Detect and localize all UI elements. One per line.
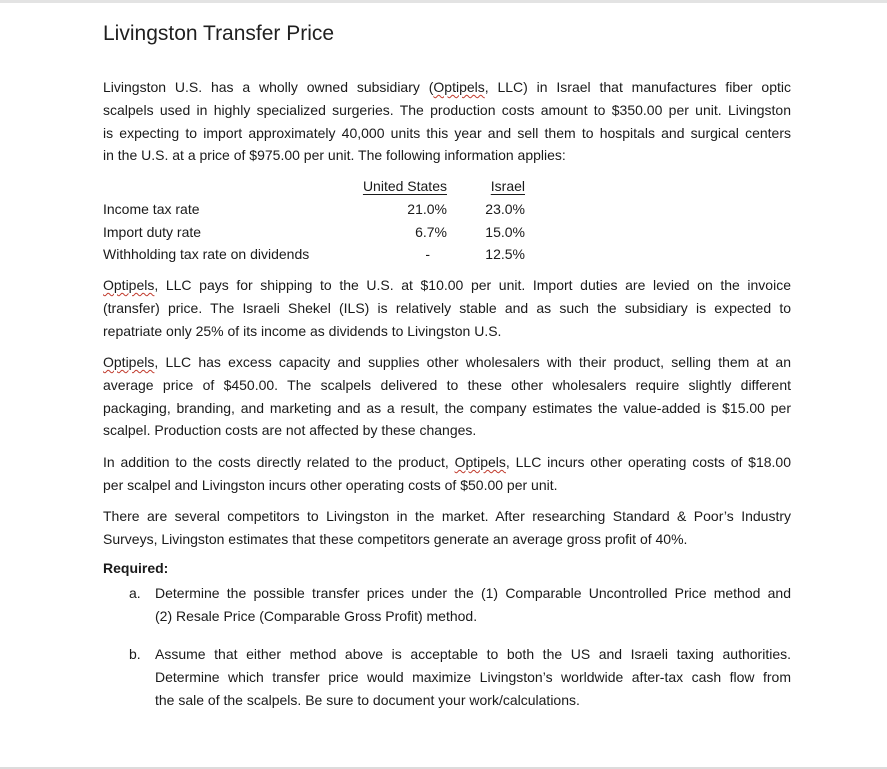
paragraph-line: packaging, branding, and marketing and as a result, the company estimates the value-added is $15.00 per xyxy=(103,399,791,416)
spellcheck-word[interactable]: Optipels xyxy=(103,277,155,293)
text-run: , LLC) in Israel that manufactures fiber optic xyxy=(484,79,792,95)
page-title: Livingston Transfer Price xyxy=(103,22,335,45)
text-run: Livingston U.S. has a wholly owned subsidiary ( xyxy=(103,79,434,95)
capacity-paragraph xyxy=(103,351,791,442)
text-run: In addition to the costs directly related to the product, xyxy=(103,454,455,470)
israel-value: 23.0% xyxy=(485,200,525,217)
table-row xyxy=(103,198,533,221)
page-top-border xyxy=(0,0,887,3)
paragraph-line: (2) Resale Price (Comparable Gross Profit) method. xyxy=(155,607,478,624)
paragraph-line: Determine the possible transfer prices under the (1) Comparable Uncontrolled Price method and xyxy=(155,585,791,601)
table-row xyxy=(103,221,533,244)
paragraph-line: per scalpel and Livingston incurs other operating costs of $50.00 per unit. xyxy=(103,476,558,493)
paragraph-line: average price of $450.00. The scalpels delivered to these other wholesalers require slightly different xyxy=(103,376,791,393)
text-run: , LLC has excess capacity and supplies other wholesalers with their product, selling them at an xyxy=(154,354,791,370)
paragraph-line xyxy=(103,76,791,99)
paragraph-line: is expecting to import approximately 40,000 units this year and sell them to hospitals and surgical centers xyxy=(103,124,791,141)
israel-value: 15.0% xyxy=(485,223,525,240)
list-marker: a. xyxy=(129,585,141,601)
text-run: , LLC pays for shipping to the U.S. at $10.00 per unit. Import duties are levied on the invoice xyxy=(154,277,791,293)
shipping-paragraph xyxy=(103,274,791,342)
column-header-israel: Israel xyxy=(490,178,525,194)
paragraph-line: the sale of the scalpels. Be sure to document your work/calculations. xyxy=(155,691,580,708)
tax-rate-table xyxy=(103,175,533,266)
required-heading: Required: xyxy=(103,560,169,576)
us-value: 21.0% xyxy=(407,200,447,217)
paragraph-line xyxy=(103,451,791,474)
paragraph-line xyxy=(103,351,791,374)
paragraph-line: Assume that either method above is acceptable to both the US and Israeli taxing authorities. xyxy=(155,646,791,662)
paragraph-line xyxy=(103,274,791,297)
spellcheck-word[interactable]: Optipels xyxy=(433,79,485,95)
row-label: Income tax rate xyxy=(103,200,200,217)
paragraph-line: scalpel. Production costs are not affected by these changes. xyxy=(103,422,477,439)
paragraph-line: in the U.S. at a price of $975.00 per unit. The following information applies: xyxy=(103,147,566,164)
column-header-us: United States xyxy=(362,178,447,194)
israel-value: 12.5% xyxy=(485,246,525,263)
paragraph-line: There are several competitors to Livingston in the market. After researching Standard & Poor’s Industry xyxy=(103,508,791,524)
row-label: Import duty rate xyxy=(103,223,202,240)
requirement-text xyxy=(155,643,791,711)
intro-paragraph xyxy=(103,76,791,167)
operating-costs-paragraph xyxy=(103,451,791,497)
us-value: - xyxy=(425,246,430,263)
table-header-row xyxy=(103,175,533,198)
row-label: Withholding tax rate on dividends xyxy=(103,246,310,263)
paragraph-line: repatriate only 25% of its income as dividends to Livingston U.S. xyxy=(103,322,502,339)
competitors-paragraph xyxy=(103,505,791,551)
paragraph-line: scalpels used in highly specialized surgeries. The production costs amount to $350.00 per unit. Livingston xyxy=(103,101,791,118)
paragraph-line: Surveys, Livingston estimates that these competitors generate an average gross profit of 40%. xyxy=(103,530,688,547)
paragraph-line: Determine which transfer price would maximize Livingston’s worldwide after-tax cash flow from xyxy=(155,668,791,685)
list-marker: b. xyxy=(129,646,141,662)
text-run: , LLC incurs other operating costs of $18.00 xyxy=(505,454,791,470)
paragraph-line: (transfer) price. The Israeli Shekel (ILS) is relatively stable and as such the subsidiary is expected to xyxy=(103,299,791,316)
spellcheck-word[interactable]: Optipels xyxy=(454,454,506,470)
spellcheck-word[interactable]: Optipels xyxy=(103,354,155,370)
us-value: 6.7% xyxy=(415,223,447,240)
table-row xyxy=(103,243,533,266)
requirement-text xyxy=(155,582,791,628)
